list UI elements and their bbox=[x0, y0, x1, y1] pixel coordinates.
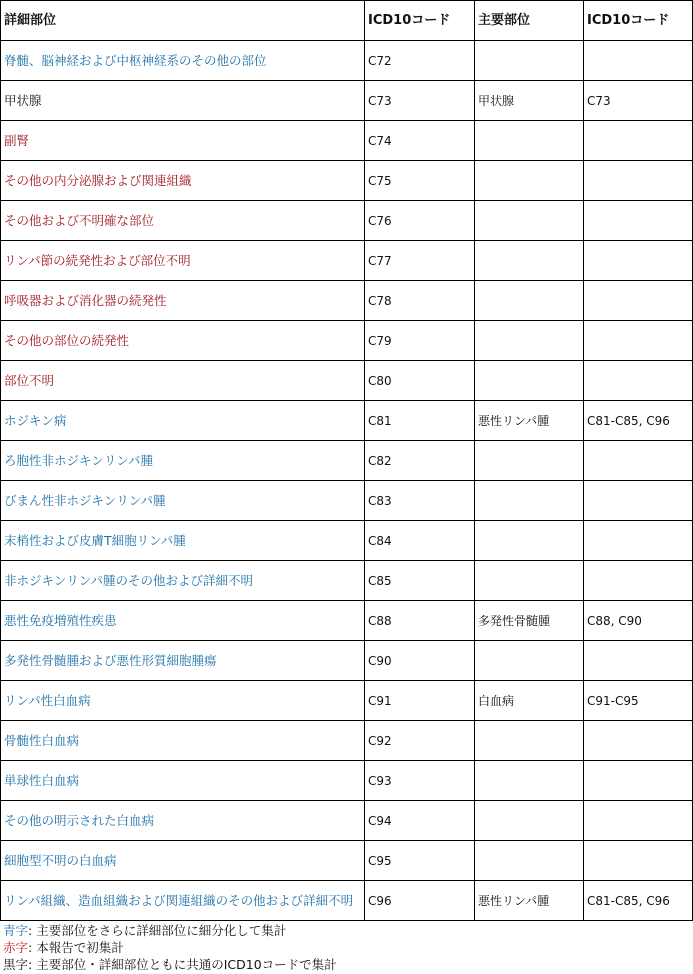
header-major-site: 主要部位 bbox=[475, 1, 584, 41]
detail-icd10-cell: C83 bbox=[365, 481, 475, 521]
table-row bbox=[1, 801, 693, 841]
detail-icd10-cell: C80 bbox=[365, 361, 475, 401]
detail-icd10-cell: C79 bbox=[365, 321, 475, 361]
detail-icd10-cell: C93 bbox=[365, 761, 475, 801]
major-site-cell bbox=[475, 521, 584, 561]
major-icd10-cell: C73 bbox=[584, 81, 693, 121]
major-site-cell bbox=[475, 281, 584, 321]
table-row bbox=[1, 761, 693, 801]
detail-site-cell: リンパ節の続発性および部位不明 bbox=[1, 241, 365, 281]
major-icd10-cell: C88, C90 bbox=[584, 601, 693, 641]
detail-icd10-cell: C96 bbox=[365, 881, 475, 921]
detail-icd10-cell: C95 bbox=[365, 841, 475, 881]
major-site-cell bbox=[475, 121, 584, 161]
legend-item bbox=[3, 956, 337, 973]
detail-icd10-cell: C78 bbox=[365, 281, 475, 321]
table-row bbox=[1, 321, 693, 361]
major-icd10-cell bbox=[584, 721, 693, 761]
legend-text: : 本報告で初集計 bbox=[28, 940, 124, 955]
detail-site-cell: ろ胞性非ホジキンリンパ腫 bbox=[1, 441, 365, 481]
legend-text: : 主要部位・詳細部位ともに共通のICD10コードで集計 bbox=[28, 957, 337, 972]
major-icd10-cell bbox=[584, 241, 693, 281]
detail-icd10-cell: C85 bbox=[365, 561, 475, 601]
table-row bbox=[1, 681, 693, 721]
table-row bbox=[1, 881, 693, 921]
major-icd10-cell bbox=[584, 361, 693, 401]
header-major-icd10: ICD10コード bbox=[584, 1, 693, 41]
major-icd10-cell bbox=[584, 841, 693, 881]
major-site-cell bbox=[475, 441, 584, 481]
detail-site-cell: 骨髄性白血病 bbox=[1, 721, 365, 761]
major-site-cell: 悪性リンパ腫 bbox=[475, 401, 584, 441]
header-detail-icd10: ICD10コード bbox=[365, 1, 475, 41]
detail-icd10-cell: C81 bbox=[365, 401, 475, 441]
detail-site-cell: その他および不明確な部位 bbox=[1, 201, 365, 241]
detail-site-cell: 悪性免疫増殖性疾患 bbox=[1, 601, 365, 641]
detail-icd10-cell: C77 bbox=[365, 241, 475, 281]
major-icd10-cell bbox=[584, 281, 693, 321]
detail-site-cell: 単球性白血病 bbox=[1, 761, 365, 801]
major-icd10-cell bbox=[584, 41, 693, 81]
detail-icd10-cell: C76 bbox=[365, 201, 475, 241]
legend-item bbox=[3, 939, 337, 956]
detail-site-cell: 呼吸器および消化器の続発性 bbox=[1, 281, 365, 321]
major-icd10-cell bbox=[584, 761, 693, 801]
detail-icd10-cell: C75 bbox=[365, 161, 475, 201]
detail-site-cell: 部位不明 bbox=[1, 361, 365, 401]
detail-site-cell: リンパ組織、造血組織および関連組織のその他および詳細不明 bbox=[1, 881, 365, 921]
table-row bbox=[1, 521, 693, 561]
detail-site-cell: その他の内分泌腺および関連組織 bbox=[1, 161, 365, 201]
detail-site-cell: 副腎 bbox=[1, 121, 365, 161]
major-site-cell bbox=[475, 641, 584, 681]
major-site-cell bbox=[475, 761, 584, 801]
table-row bbox=[1, 441, 693, 481]
major-site-cell bbox=[475, 481, 584, 521]
detail-site-cell: 脊髄、脳神経および中枢神経系のその他の部位 bbox=[1, 41, 365, 81]
major-site-cell: 甲状腺 bbox=[475, 81, 584, 121]
major-site-cell bbox=[475, 321, 584, 361]
detail-site-cell: リンパ性白血病 bbox=[1, 681, 365, 721]
major-icd10-cell bbox=[584, 121, 693, 161]
major-icd10-cell bbox=[584, 201, 693, 241]
table-row bbox=[1, 361, 693, 401]
major-icd10-cell bbox=[584, 481, 693, 521]
table-header-row bbox=[1, 1, 693, 41]
major-site-cell: 悪性リンパ腫 bbox=[475, 881, 584, 921]
detail-icd10-cell: C74 bbox=[365, 121, 475, 161]
detail-site-cell: その他の明示された白血病 bbox=[1, 801, 365, 841]
detail-site-cell: 末梢性および皮膚T細胞リンパ腫 bbox=[1, 521, 365, 561]
header-detail-site: 詳細部位 bbox=[1, 1, 365, 41]
major-site-cell bbox=[475, 801, 584, 841]
table-row bbox=[1, 121, 693, 161]
major-icd10-cell bbox=[584, 321, 693, 361]
table-row bbox=[1, 841, 693, 881]
detail-site-cell: 非ホジキンリンパ腫のその他および詳細不明 bbox=[1, 561, 365, 601]
major-icd10-cell bbox=[584, 801, 693, 841]
major-site-cell bbox=[475, 201, 584, 241]
table-body bbox=[1, 41, 693, 921]
table-row bbox=[1, 721, 693, 761]
table-row bbox=[1, 281, 693, 321]
detail-icd10-cell: C84 bbox=[365, 521, 475, 561]
color-legend bbox=[3, 922, 337, 973]
detail-icd10-cell: C90 bbox=[365, 641, 475, 681]
major-icd10-cell bbox=[584, 641, 693, 681]
detail-site-cell: その他の部位の続発性 bbox=[1, 321, 365, 361]
detail-icd10-cell: C94 bbox=[365, 801, 475, 841]
major-site-cell bbox=[475, 361, 584, 401]
table-row bbox=[1, 241, 693, 281]
detail-site-cell: 多発性骨髄腫および悪性形質細胞腫瘍 bbox=[1, 641, 365, 681]
major-site-cell: 多発性骨髄腫 bbox=[475, 601, 584, 641]
major-site-cell bbox=[475, 561, 584, 601]
detail-site-cell: びまん性非ホジキンリンパ腫 bbox=[1, 481, 365, 521]
legend-key: 青字 bbox=[3, 923, 29, 938]
table-row bbox=[1, 81, 693, 121]
major-icd10-cell bbox=[584, 561, 693, 601]
table-row bbox=[1, 401, 693, 441]
detail-icd10-cell: C73 bbox=[365, 81, 475, 121]
detail-icd10-cell: C91 bbox=[365, 681, 475, 721]
legend-key: 黒字 bbox=[3, 957, 29, 972]
detail-icd10-cell: C82 bbox=[365, 441, 475, 481]
major-icd10-cell bbox=[584, 521, 693, 561]
major-site-cell: 白血病 bbox=[475, 681, 584, 721]
major-site-cell bbox=[475, 241, 584, 281]
major-site-cell bbox=[475, 161, 584, 201]
major-icd10-cell bbox=[584, 441, 693, 481]
detail-site-cell: ホジキン病 bbox=[1, 401, 365, 441]
table-row bbox=[1, 481, 693, 521]
table-row bbox=[1, 601, 693, 641]
table-row bbox=[1, 161, 693, 201]
legend-key: 赤字 bbox=[3, 940, 29, 955]
detail-icd10-cell: C88 bbox=[365, 601, 475, 641]
legend-item bbox=[3, 922, 337, 939]
major-site-cell bbox=[475, 41, 584, 81]
table-row bbox=[1, 201, 693, 241]
detail-icd10-cell: C92 bbox=[365, 721, 475, 761]
legend-text: : 主要部位をさらに詳細部位に細分化して集計 bbox=[28, 923, 287, 938]
detail-site-cell: 甲状腺 bbox=[1, 81, 365, 121]
major-icd10-cell: C81-C85, C96 bbox=[584, 401, 693, 441]
detail-site-cell: 細胞型不明の白血病 bbox=[1, 841, 365, 881]
table-row bbox=[1, 41, 693, 81]
major-icd10-cell: C81-C85, C96 bbox=[584, 881, 693, 921]
table-row bbox=[1, 641, 693, 681]
major-site-cell bbox=[475, 721, 584, 761]
major-icd10-cell: C91-C95 bbox=[584, 681, 693, 721]
major-icd10-cell bbox=[584, 161, 693, 201]
detail-icd10-cell: C72 bbox=[365, 41, 475, 81]
major-site-cell bbox=[475, 841, 584, 881]
table-row bbox=[1, 561, 693, 601]
